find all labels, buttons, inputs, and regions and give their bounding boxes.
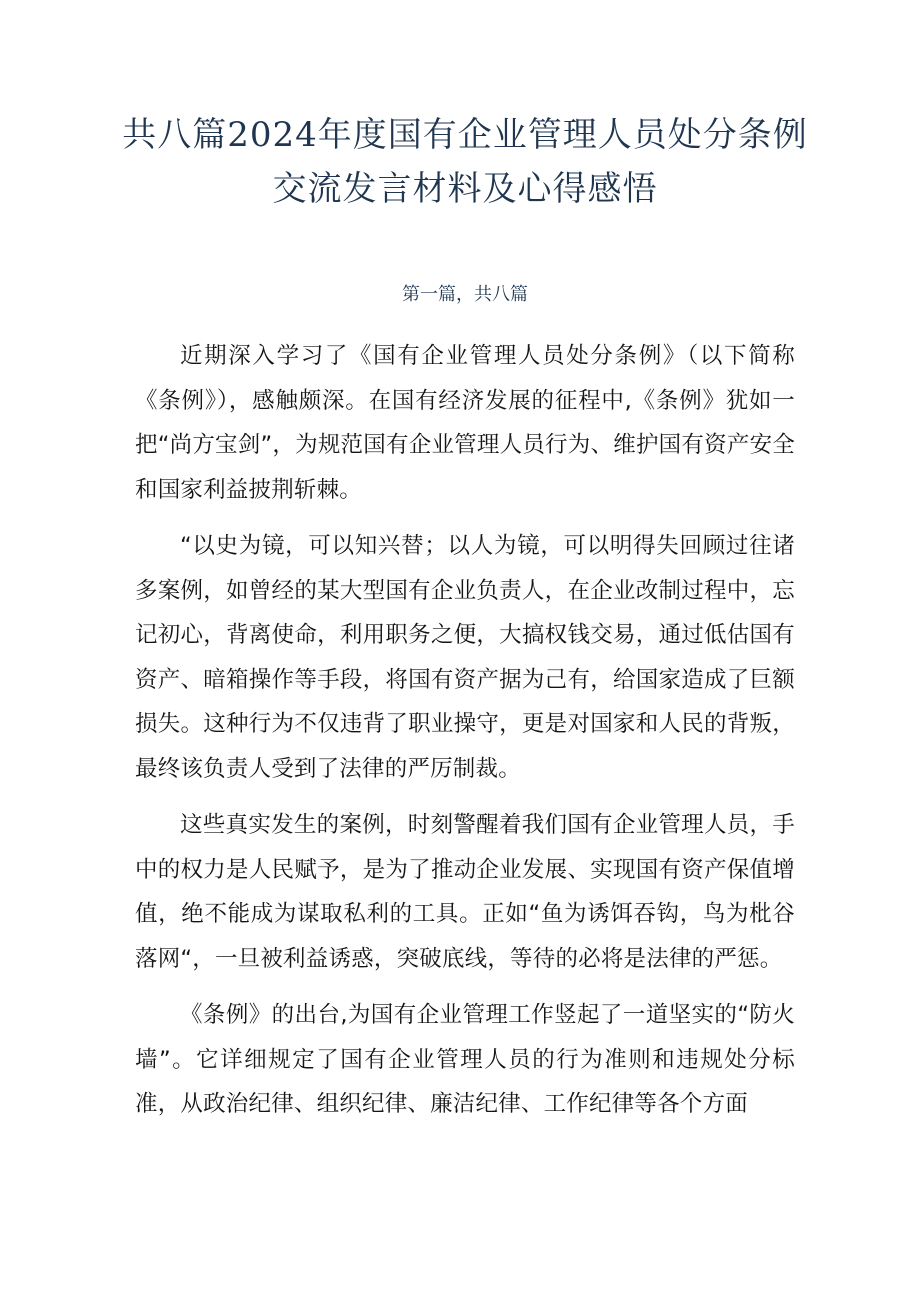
paragraph: “以史为镜，可以知兴替；以人为镜，可以明得失回顾过往诸多案例，如曾经的某大型国有企业负责人，在企业改制过程中，忘记初心，背离使命，利用职务之便，大搞权钱交易，通过低估国有资产、暗箱操作等手段，将国有资产据为己有，给国家造成了巨额损失。这种行为不仅违背了职业操守，更是对国家和人民的背叛，最终该负责人受到了法律的严厉制裁。 <box>135 533 795 782</box>
paragraph: 近期深入学习了《国有企业管理人员处分条例》（以下简称《条例》），感触颇深。在国有经济发展的征程中,《条例》犹如一把“尚方宝剑”，为规范国有企业管理人员行为、维护国有资产安全和国家利益披荆斩棘。 <box>135 343 795 503</box>
document-title: 共八篇2024年度国有企业管理人员处分条例交流发言材料及心得感悟 <box>122 115 808 209</box>
paragraph: 《条例》的出台,为国有企业管理工作竖起了一道坚实的“防火墙”。它详细规定了国有企业管理人员的行为准则和违规处分标准，从政治纪律、组织纪律、廉洁纪律、工作纪律等各个方面 <box>135 1002 795 1117</box>
document-subtitle: 第一篇，共八篇 <box>402 284 528 305</box>
document-body <box>135 334 795 1139</box>
paragraph: 这些真实发生的案例，时刻警醒着我们国有企业管理人员，手中的权力是人民赋予，是为了推动企业发展、实现国有资产保值增值，绝不能成为谋取私利的工具。正如“鱼为诱饵吞钩，鸟为枇谷落网“，一旦被利益诱惑，突破底线，等待的必将是法律的严惩。 <box>135 812 795 972</box>
